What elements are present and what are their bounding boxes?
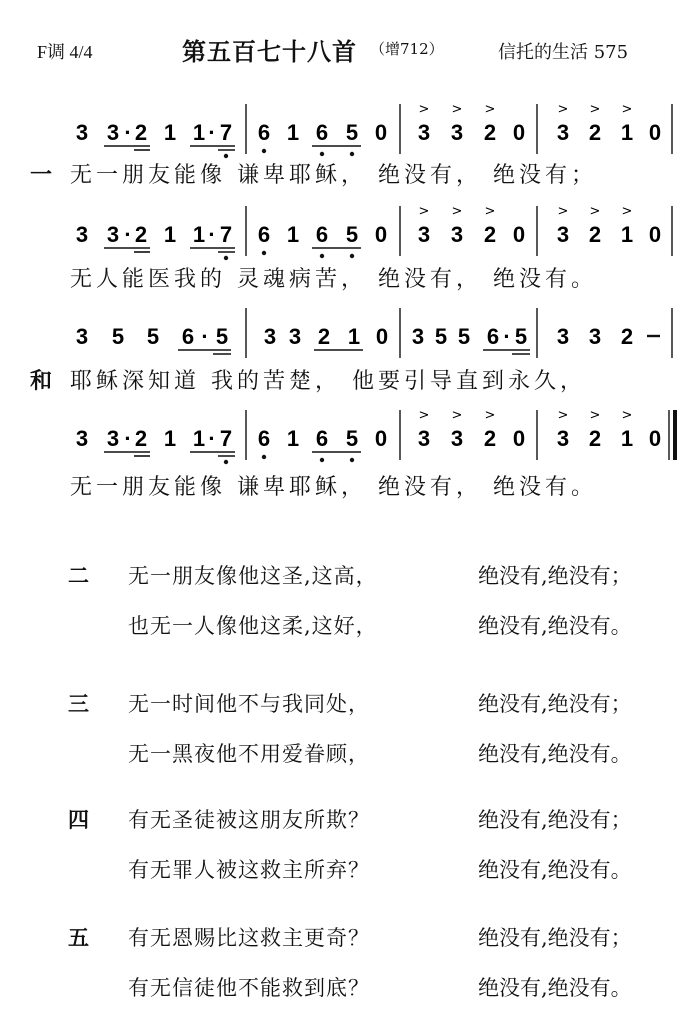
svg-text:3: 3 bbox=[106, 426, 120, 451]
svg-text:1: 1 bbox=[163, 222, 177, 247]
svg-text:5: 5 bbox=[457, 324, 471, 349]
svg-text:1: 1 bbox=[286, 222, 300, 247]
svg-text:3: 3 bbox=[263, 324, 277, 349]
svg-text:0: 0 bbox=[374, 222, 388, 247]
svg-text:5: 5 bbox=[434, 324, 448, 349]
svg-text:6: 6 bbox=[486, 324, 500, 349]
svg-text:>: > bbox=[418, 204, 430, 219]
verse-line: 有无圣徒被这朋友所欺？ bbox=[128, 808, 370, 832]
svg-text:·: · bbox=[208, 426, 216, 451]
svg-text:0: 0 bbox=[512, 222, 526, 247]
svg-text:2: 2 bbox=[588, 222, 602, 247]
svg-text:3: 3 bbox=[288, 324, 302, 349]
lyric-line-1: 无一朋友能像 谦卑耶稣， 绝没有， 绝没有； bbox=[70, 163, 597, 188]
svg-text:3: 3 bbox=[106, 222, 120, 247]
source-reference: 信托的生活 575 bbox=[498, 42, 629, 63]
svg-text:3: 3 bbox=[556, 222, 570, 247]
svg-text:·: · bbox=[124, 120, 132, 145]
svg-text:2: 2 bbox=[483, 426, 497, 451]
svg-text:>: > bbox=[451, 408, 463, 423]
svg-text:2: 2 bbox=[588, 120, 602, 145]
svg-text:3: 3 bbox=[75, 120, 89, 145]
verse-line: 无一时间他不与我同处， bbox=[128, 692, 370, 716]
verse-one-marker: 一 bbox=[30, 162, 53, 188]
verse-refrain: 绝没有,绝没有； bbox=[478, 808, 632, 832]
verse-line: 无一黑夜他不用爱眷顾， bbox=[128, 742, 370, 766]
svg-text:>: > bbox=[451, 102, 463, 117]
svg-text:>: > bbox=[557, 204, 569, 219]
verse-number: 五 bbox=[68, 925, 89, 950]
svg-text:2: 2 bbox=[134, 222, 148, 247]
svg-text:5: 5 bbox=[111, 324, 125, 349]
svg-text:0: 0 bbox=[648, 426, 662, 451]
svg-text:1: 1 bbox=[192, 426, 206, 451]
svg-text:3: 3 bbox=[106, 120, 120, 145]
svg-text:3: 3 bbox=[417, 426, 431, 451]
svg-text:0: 0 bbox=[374, 120, 388, 145]
svg-text:0: 0 bbox=[648, 222, 662, 247]
svg-text:0: 0 bbox=[375, 324, 389, 349]
svg-text:5: 5 bbox=[345, 120, 359, 145]
verse-number: 四 bbox=[68, 807, 89, 832]
svg-text:·: · bbox=[201, 324, 209, 349]
hymn-number: （增712） bbox=[370, 40, 444, 58]
svg-text:1: 1 bbox=[620, 120, 634, 145]
svg-text:2: 2 bbox=[483, 120, 497, 145]
svg-text:·: · bbox=[124, 426, 132, 451]
svg-text:3: 3 bbox=[556, 426, 570, 451]
svg-text:2: 2 bbox=[317, 324, 331, 349]
verse-refrain: 绝没有,绝没有； bbox=[478, 692, 632, 716]
svg-text:>: > bbox=[589, 102, 601, 117]
svg-text:1: 1 bbox=[286, 426, 300, 451]
notation-system-3 bbox=[76, 308, 672, 358]
notation-system-1 bbox=[76, 102, 672, 158]
svg-text:2: 2 bbox=[134, 120, 148, 145]
svg-text:5: 5 bbox=[345, 222, 359, 247]
verse-refrain: 绝没有,绝没有。 bbox=[478, 858, 632, 882]
verse-line: 也无一人像他这柔,这好， bbox=[128, 614, 378, 638]
svg-text:3: 3 bbox=[417, 120, 431, 145]
svg-text:1: 1 bbox=[163, 426, 177, 451]
chorus-marker: 和 bbox=[30, 368, 53, 394]
verse-line: 有无罪人被这救主所弃？ bbox=[128, 858, 370, 882]
svg-text:0: 0 bbox=[512, 426, 526, 451]
svg-text:1: 1 bbox=[620, 426, 634, 451]
svg-text:3: 3 bbox=[417, 222, 431, 247]
svg-text:>: > bbox=[589, 204, 601, 219]
notation-system-2 bbox=[76, 204, 672, 260]
lyric-line-2: 无人能医我的 灵魂病苦， 绝没有， 绝没有。 bbox=[70, 267, 597, 292]
svg-text:3: 3 bbox=[75, 222, 89, 247]
svg-text:>: > bbox=[451, 204, 463, 219]
svg-text:>: > bbox=[484, 204, 496, 219]
svg-text:7: 7 bbox=[219, 120, 233, 145]
svg-text:2: 2 bbox=[134, 426, 148, 451]
svg-text:>: > bbox=[621, 204, 633, 219]
svg-text:>: > bbox=[621, 408, 633, 423]
svg-text:3: 3 bbox=[450, 120, 464, 145]
svg-text:1: 1 bbox=[192, 120, 206, 145]
svg-text:0: 0 bbox=[648, 120, 662, 145]
verse-refrain: 绝没有,绝没有。 bbox=[478, 976, 632, 1000]
svg-text:5: 5 bbox=[215, 324, 229, 349]
notation-system-4 bbox=[76, 408, 675, 464]
verse-line: 有无恩赐比这救主更奇？ bbox=[128, 926, 370, 950]
svg-text:>: > bbox=[621, 102, 633, 117]
lyric-line-3: 耶稣深知道 我的苦楚， 他要引导直到永久， bbox=[70, 369, 586, 394]
svg-text:7: 7 bbox=[219, 426, 233, 451]
svg-text:0: 0 bbox=[374, 426, 388, 451]
svg-text:>: > bbox=[589, 408, 601, 423]
svg-text:2: 2 bbox=[620, 324, 634, 349]
svg-text:3: 3 bbox=[588, 324, 602, 349]
svg-text:2: 2 bbox=[588, 426, 602, 451]
svg-text:·: · bbox=[208, 222, 216, 247]
verse-line: 有无信徒他不能救到底？ bbox=[128, 976, 370, 1000]
svg-text:·: · bbox=[503, 324, 511, 349]
verse-refrain: 绝没有,绝没有； bbox=[478, 926, 632, 950]
svg-text:6: 6 bbox=[257, 426, 271, 451]
verse-refrain: 绝没有,绝没有。 bbox=[478, 742, 632, 766]
svg-text:7: 7 bbox=[219, 222, 233, 247]
svg-text:1: 1 bbox=[286, 120, 300, 145]
svg-text:>: > bbox=[484, 102, 496, 117]
svg-text:>: > bbox=[418, 102, 430, 117]
svg-text:3: 3 bbox=[450, 222, 464, 247]
verse-refrain: 绝没有,绝没有； bbox=[478, 564, 632, 588]
svg-text:5: 5 bbox=[345, 426, 359, 451]
svg-text:>: > bbox=[484, 408, 496, 423]
key-signature: F调 4/4 bbox=[37, 42, 93, 62]
svg-text:>: > bbox=[557, 408, 569, 423]
svg-text:1: 1 bbox=[192, 222, 206, 247]
svg-text:6: 6 bbox=[257, 120, 271, 145]
svg-text:5: 5 bbox=[146, 324, 160, 349]
svg-text:·: · bbox=[124, 222, 132, 247]
svg-text:0: 0 bbox=[512, 120, 526, 145]
svg-text:6: 6 bbox=[181, 324, 195, 349]
svg-text:2: 2 bbox=[483, 222, 497, 247]
svg-text:·: · bbox=[208, 120, 216, 145]
svg-text:3: 3 bbox=[411, 324, 425, 349]
svg-text:5: 5 bbox=[514, 324, 528, 349]
svg-text:3: 3 bbox=[75, 426, 89, 451]
svg-text:1: 1 bbox=[620, 222, 634, 247]
svg-text:3: 3 bbox=[75, 324, 89, 349]
svg-text:6: 6 bbox=[315, 120, 329, 145]
verse-refrain: 绝没有,绝没有。 bbox=[478, 614, 632, 638]
svg-text:3: 3 bbox=[450, 426, 464, 451]
svg-text:6: 6 bbox=[315, 426, 329, 451]
svg-text:>: > bbox=[557, 102, 569, 117]
hymn-title: 第五百七十八首 bbox=[182, 37, 357, 66]
svg-text:>: > bbox=[418, 408, 430, 423]
verse-number: 二 bbox=[68, 563, 89, 588]
svg-text:3: 3 bbox=[556, 324, 570, 349]
verse-line: 无一朋友像他这圣,这高， bbox=[128, 564, 378, 588]
svg-text:1: 1 bbox=[163, 120, 177, 145]
lyric-line-4: 无一朋友能像 谦卑耶稣， 绝没有， 绝没有。 bbox=[70, 475, 597, 500]
svg-text:3: 3 bbox=[556, 120, 570, 145]
svg-text:6: 6 bbox=[315, 222, 329, 247]
verse-number: 三 bbox=[68, 691, 89, 716]
svg-text:6: 6 bbox=[257, 222, 271, 247]
svg-text:1: 1 bbox=[347, 324, 361, 349]
